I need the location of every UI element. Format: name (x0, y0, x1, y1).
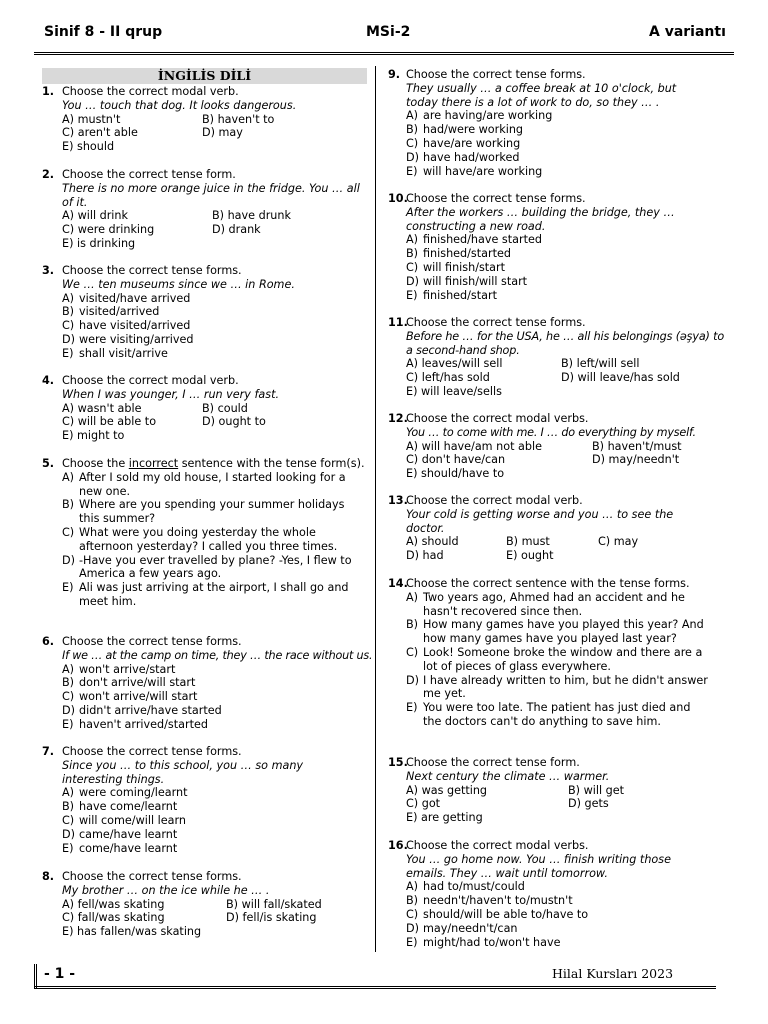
question-16 (388, 839, 728, 949)
question-sentence: They usually … a coffee break at 10 o'clock, but today there is a lot of work to do, so they … . (406, 81, 677, 109)
question-8 (42, 870, 367, 939)
question-sentence: You … to come with me. I … do everything by myself. (406, 425, 696, 439)
question-6 (42, 635, 373, 732)
option-d[interactable]: D) came/have learnt (62, 827, 178, 841)
option-c[interactable]: C) will come/will learn (62, 813, 186, 827)
option-a[interactable]: A) fell/was skating (62, 897, 165, 911)
question-15 (388, 756, 728, 825)
question-sentence: If we … at the camp on time, they … the race without us. (62, 648, 373, 662)
option-a[interactable]: A) leaves/will sell (406, 357, 503, 371)
option-b[interactable]: B) have drunk (212, 209, 291, 223)
option-a[interactable]: A) wasn't able (62, 401, 142, 415)
question-7 (42, 745, 367, 855)
option-e[interactable]: E) should/have to (406, 467, 505, 481)
option-d[interactable]: D) had (406, 549, 444, 563)
option-c[interactable]: C) don't have/can (406, 453, 506, 467)
question-sentence: There is no more orange juice in the fridge. You … all of it. (62, 181, 360, 209)
option-d[interactable]: D) may (202, 126, 243, 140)
option-d[interactable]: D) have had/worked (406, 150, 520, 164)
option-d[interactable]: D) were visiting/arrived (62, 332, 194, 346)
option-a[interactable]: A) should (406, 535, 459, 549)
option-c[interactable]: C) won't arrive/will start (62, 690, 198, 704)
column-divider (375, 66, 376, 952)
question-4 (42, 374, 367, 443)
option-d[interactable]: D) didn't arrive/have started (62, 703, 222, 717)
subject-title: İNGİLİS DİLİ (42, 68, 367, 84)
option-c[interactable]: C) were drinking (62, 223, 155, 237)
option-b[interactable]: B) Where are you spending your summer holidays this summer? (62, 498, 345, 526)
question-5 (42, 457, 367, 609)
option-a[interactable]: A) After I sold my old house, I started looking for a new one. (62, 470, 346, 498)
question-sentence: My brother … on the ice while he … . (62, 883, 270, 897)
question-3 (42, 264, 367, 361)
option-d[interactable]: D) ought to (202, 415, 266, 429)
publisher-label: Hilal Kursları 2023 (552, 966, 674, 981)
option-a[interactable]: A) finished/have started (406, 233, 542, 247)
question-prompt: Choose the correct tense forms. (406, 192, 586, 205)
option-b[interactable]: B) left/will sell (561, 357, 640, 371)
option-d[interactable]: D) gets (568, 797, 609, 811)
option-c[interactable]: C) may (598, 535, 639, 549)
option-e[interactable]: E) are getting (406, 811, 483, 825)
option-b[interactable]: B) could (202, 401, 248, 415)
question-prompt: Choose the correct tense forms. (406, 316, 586, 329)
question-number: 15. (388, 756, 408, 769)
option-a[interactable]: A) will drink (62, 209, 128, 223)
option-c[interactable]: C) fall/was skating (62, 911, 165, 925)
footer-left-bar (34, 964, 37, 988)
option-e[interactable]: E) might/had to/won't have (406, 935, 561, 949)
option-d[interactable]: D) will finish/will start (406, 274, 528, 288)
option-b[interactable]: B) visited/arrived (62, 305, 160, 319)
question-9 (388, 68, 728, 178)
option-a[interactable]: A) mustn't (62, 112, 121, 126)
option-b[interactable]: B) must (506, 535, 550, 549)
question-prompt: Choose the correct modal verb. (62, 85, 239, 98)
option-b[interactable]: B) haven't to (202, 112, 275, 126)
option-c[interactable]: C) got (406, 797, 441, 811)
question-number: 12. (388, 412, 408, 425)
question-number: 1. (42, 85, 55, 98)
footer-divider (34, 986, 716, 989)
option-b[interactable]: B) How many games have you played this year? And how many games have you played last year? (406, 618, 704, 646)
option-a[interactable]: A) will have/am not able (406, 439, 542, 453)
question-sentence: We … ten museums since we … in Rome. (62, 277, 295, 291)
header-divider (34, 52, 734, 55)
question-prompt: Choose the correct modal verbs. (406, 839, 589, 852)
question-sentence: You … go home now. You … finish writing those emails. They … wait until tomorrow. (406, 852, 671, 880)
question-prompt: Choose the incorrect sentence with the tense form(s). (62, 457, 365, 470)
option-c[interactable]: C) should/will be able to/have to (406, 907, 589, 921)
question-number: 2. (42, 168, 55, 181)
option-a[interactable]: A) had to/must/could (406, 880, 525, 894)
variant-label: A variantı (649, 24, 726, 40)
question-sentence: Your cold is getting worse and you … to see the doctor. (406, 507, 674, 535)
option-e[interactable]: E) come/have learnt (62, 841, 178, 855)
option-b[interactable]: B) have come/learnt (62, 800, 178, 814)
question-prompt: Choose the correct modal verb. (62, 374, 239, 387)
question-number: 11. (388, 316, 408, 329)
question-number: 3. (42, 264, 55, 277)
option-e[interactable]: E) shall visit/arrive (62, 346, 168, 360)
class-label: Sinif 8 - II qrup (44, 24, 163, 40)
option-a[interactable]: A) Two years ago, Ahmed had an accident and he hasn't recovered since then. (406, 590, 685, 618)
option-b[interactable]: B) needn't/haven't to/mustn't (406, 894, 573, 908)
option-d[interactable]: D) will leave/has sold (561, 371, 680, 385)
question-number: 9. (388, 68, 401, 81)
question-number: 5. (42, 457, 55, 470)
option-d[interactable]: D) drank (212, 223, 261, 237)
option-c[interactable]: C) What were you doing yesterday the whole afternoon yesterday? I called you three times. (62, 525, 338, 553)
question-sentence: After the workers … building the bridge, they … constructing a new road. (406, 205, 675, 233)
question-number: 10. (388, 192, 408, 205)
option-b[interactable]: B) will fall/skated (226, 897, 322, 911)
option-e[interactable]: E) might to (62, 429, 125, 443)
question-prompt: Choose the correct tense form. (406, 756, 580, 769)
question-1 (42, 85, 367, 154)
option-c[interactable]: C) have/are working (406, 136, 521, 150)
option-d[interactable]: D) may/needn't/can (406, 921, 518, 935)
option-e[interactable]: E) will leave/sells (406, 384, 502, 398)
question-number: 7. (42, 745, 55, 758)
option-c[interactable]: C) left/has sold (406, 371, 490, 385)
option-c[interactable]: C) will finish/start (406, 260, 506, 274)
option-a[interactable]: A) were coming/learnt (62, 786, 188, 800)
question-prompt: Choose the correct tense forms. (62, 264, 242, 277)
option-e[interactable]: E) You were too late. The patient has just died and the doctors can't do anything to save him. (406, 701, 691, 728)
option-e[interactable]: E) ought (506, 549, 554, 563)
question-12 (388, 412, 728, 481)
question-14 (388, 577, 728, 729)
right-column (388, 68, 728, 948)
option-e[interactable]: E) finished/start (406, 288, 497, 302)
question-prompt: Choose the correct tense forms. (406, 68, 586, 81)
option-e[interactable]: E) Ali was just arriving at the airport, I shall go and meet him. (62, 581, 349, 608)
question-2 (42, 168, 367, 251)
question-number: 16. (388, 839, 408, 852)
option-d[interactable]: D) may/needn't (592, 453, 680, 467)
option-d[interactable]: D) I have already written to him, but he didn't answer me yet. (406, 673, 708, 701)
question-number: 13. (388, 494, 408, 507)
option-c[interactable]: C) Look! Someone broke the window and there are a lot of pieces of glass everywhere. (406, 645, 703, 673)
question-10 (388, 192, 728, 302)
left-column (42, 68, 373, 948)
question-sentence: When I was younger, I … run very fast. (62, 387, 280, 401)
question-sentence: You … touch that dog. It looks dangerous. (62, 98, 297, 112)
question-number: 8. (42, 870, 55, 883)
option-a[interactable]: A) are having/are working (406, 109, 553, 123)
option-a[interactable]: A) was getting (406, 783, 488, 797)
test-code: MSi-2 (366, 24, 411, 40)
option-b[interactable]: B) had/were working (406, 123, 524, 137)
question-prompt: Choose the correct tense forms. (62, 635, 242, 648)
option-a[interactable]: A) visited/have arrived (62, 291, 191, 305)
question-number: 14. (388, 577, 408, 590)
option-b[interactable]: B) will get (568, 783, 624, 797)
question-prompt: Choose the correct modal verb. (406, 494, 583, 507)
option-c[interactable]: C) have visited/arrived (62, 319, 191, 333)
option-b[interactable]: B) haven't/must (592, 439, 682, 453)
question-prompt: Choose the correct tense forms. (62, 745, 242, 758)
question-number: 4. (42, 374, 55, 387)
question-number: 6. (42, 635, 55, 648)
question-11 (388, 316, 728, 399)
option-c[interactable]: C) will be able to (62, 415, 157, 429)
question-sentence: Since you … to this school, you … so many interesting things. (62, 758, 304, 786)
option-b[interactable]: B) finished/started (406, 247, 511, 261)
option-e[interactable]: E) haven't arrived/started (62, 717, 208, 731)
option-e[interactable]: E) has fallen/was skating (62, 925, 202, 939)
option-c[interactable]: C) aren't able (62, 126, 138, 140)
option-e[interactable]: E) should (62, 140, 115, 154)
question-13 (388, 494, 728, 563)
question-sentence: Before he … for the USA, he … all his belongings (əşya) to a second-hand shop. (406, 329, 725, 357)
question-prompt: Choose the correct sentence with the tense forms. (406, 577, 690, 590)
option-e[interactable]: E) will have/are working (406, 164, 543, 178)
page-number: - 1 - (44, 966, 76, 982)
option-b[interactable]: B) don't arrive/will start (62, 676, 196, 690)
question-prompt: Choose the correct tense forms. (62, 870, 242, 883)
option-d[interactable]: D) fell/is skating (226, 911, 317, 925)
question-prompt: Choose the correct tense form. (62, 168, 236, 181)
option-e[interactable]: E) is drinking (62, 236, 136, 250)
question-sentence: Next century the climate … warmer. (406, 769, 610, 783)
question-prompt: Choose the correct modal verbs. (406, 412, 589, 425)
option-a[interactable]: A) won't arrive/start (62, 662, 176, 676)
option-d[interactable]: D) -Have you ever travelled by plane? -Yes, I flew to America a few years ago. (62, 553, 352, 581)
